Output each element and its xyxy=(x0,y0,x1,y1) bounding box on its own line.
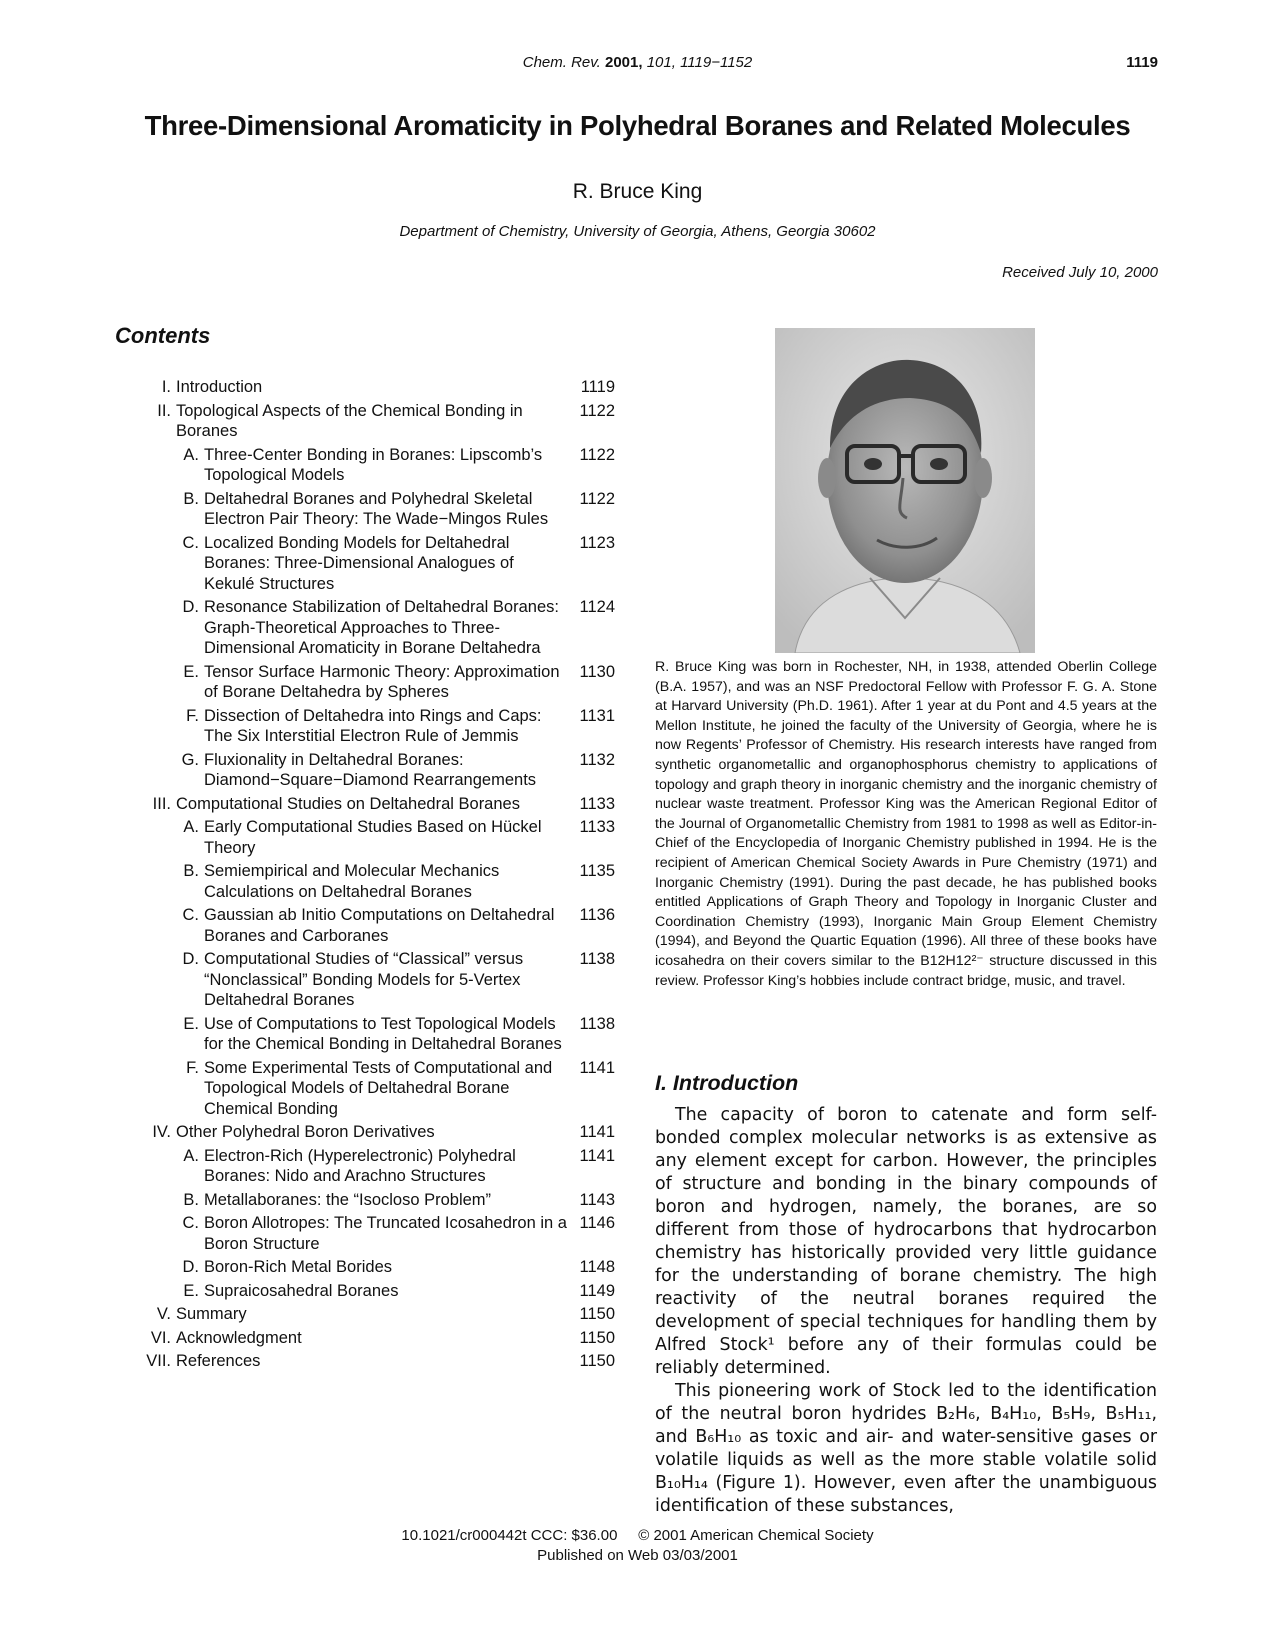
toc-entry-page: 1119 xyxy=(580,378,615,396)
toc-entry-title: Introduction xyxy=(176,378,263,396)
toc-entry xyxy=(115,445,615,486)
toc-entry-title: Gaussian ab Initio Computations on Deltahedral Boranes and Carboranes xyxy=(204,906,555,945)
toc-entry-page: 1141 xyxy=(579,1123,615,1141)
toc-entry xyxy=(115,1281,615,1302)
toc-entry-title: Boron Allotropes: The Truncated Icosahedron in a Boron Structure xyxy=(204,1214,567,1253)
toc-entry xyxy=(115,949,615,1011)
toc-entry-title: Semiempirical and Molecular Mechanics Calculations on Deltahedral Boranes xyxy=(204,862,500,901)
author-portrait-image xyxy=(775,328,1035,653)
toc-entry xyxy=(115,1122,615,1143)
toc-entry-page: 1146 xyxy=(579,1214,615,1232)
toc-entry xyxy=(115,1146,615,1187)
toc-entry-number: E. xyxy=(183,1014,199,1033)
toc-entry-page: 1150 xyxy=(579,1305,615,1323)
toc-entry xyxy=(115,401,615,442)
toc-entry-number: D. xyxy=(182,1258,199,1276)
toc-entry-title: Fluxionality in Deltahedral Boranes: Diamond−Square−Diamond Rearrangements xyxy=(204,750,537,789)
toc-entry xyxy=(115,1014,615,1055)
toc-entry-number: V. xyxy=(156,1305,171,1323)
toc-entry-number: G. xyxy=(181,750,199,769)
toc-entry-page: 1141 xyxy=(579,1058,615,1077)
journal-name: Chem. Rev. xyxy=(522,54,601,71)
toc-entry-page: 1138 xyxy=(579,1014,615,1033)
toc-entry-number: A. xyxy=(183,818,199,836)
toc-entry-title: Use of Computations to Test Topological Models for the Chemical Bonding in Deltahedral Boranes xyxy=(204,1014,562,1053)
toc-entry xyxy=(115,905,615,946)
toc-entry-title: Dissection of Deltahedra into Rings and Caps: The Six Interstitial Electron Rule of Jemmis xyxy=(204,706,542,745)
toc-entry-number: D. xyxy=(182,598,199,616)
journal-volume: 101, xyxy=(646,54,676,71)
toc-entry-number: F. xyxy=(186,706,199,725)
toc-entry xyxy=(115,1351,615,1372)
toc-entry-number: VI. xyxy=(150,1328,171,1347)
toc-entry-title: Boron-Rich Metal Borides xyxy=(204,1258,392,1276)
toc-entry-number: IV. xyxy=(152,1123,171,1141)
toc-entry-number: F. xyxy=(186,1058,199,1077)
toc-entry xyxy=(115,794,615,815)
toc-entry xyxy=(115,750,615,791)
author-biography: R. Bruce King was born in Rochester, NH, in 1938, attended Oberlin College (B.A. 1957), and was an NSF Predoctoral Fellow with Professor F. G. A. Stone at Harvard University (Ph.D. 1961). After 1 year at du Pont and 4.5 years at the Mellon Institute, he joined the faculty of the University of Georgia, where he is now Regents’ Professor of Chemistry. His research interests have ranged from synthetic organometallic and organophosphorus chemistry to applications of topology and graph theory in inorganic chemistry and the inorganic chemistry of nuclear waste treatment. Professor King was the American Regional Editor of the Journal of Organometallic Chemistry from 1981 to 1998 as well as Editor-in-Chief of the Encyclopedia of Inorganic Chemistry published in 1994. He is the recipient of American Chemical Society Awards in Pure Chemistry (1971) and Inorganic Chemistry (1991). During the past decade, he has published books entitled Applications of Graph Theory and Topology in Inorganic Cluster and Coordination Chemistry (1993), Inorganic Main Group Element Chemistry (1994), and Beyond the Quartic Equation (1996). All three of these books have icosahedra on their covers similar to the B12H12²⁻ structure discussed in this review. Professor King’s hobbies include contract bridge, music, and travel. xyxy=(655,659,1157,989)
toc-entry-title: Localized Bonding Models for Deltahedral Boranes: Three-Dimensional Analogues of Kekulé Structures xyxy=(204,533,514,593)
toc-entry-page: 1124 xyxy=(579,598,615,616)
toc-entry-page: 1150 xyxy=(579,1328,615,1347)
toc-entry-title: Computational Studies of “Classical” versus “Nonclassical” Bonding Models for 5-Vertex Deltahedral Boranes xyxy=(204,950,524,1009)
toc-entry-title: Three-Center Bonding in Boranes: Lipscomb’s Topological Models xyxy=(204,445,543,484)
toc-entry-number: B. xyxy=(183,489,199,508)
toc-entry-title: Early Computational Studies Based on Hückel Theory xyxy=(204,818,542,857)
toc-entry xyxy=(115,533,615,595)
toc-entry xyxy=(115,662,615,703)
toc-entry-page: 1123 xyxy=(579,533,615,552)
author-affiliation: Department of Chemistry, University of Georgia, Athens, Georgia 30602 xyxy=(399,223,876,240)
toc-entry-number: C. xyxy=(182,906,199,924)
toc-entry-title: Acknowledgment xyxy=(176,1328,302,1347)
toc-entry-page: 1148 xyxy=(579,1258,615,1276)
toc-entry-page: 1133 xyxy=(579,794,615,813)
footer-doi-copyright: 10.1021/cr000442t CCC: $36.00 © 2001 American Chemical Society xyxy=(401,1527,874,1544)
author-name: R. Bruce King xyxy=(572,180,703,203)
toc-entry-number: II. xyxy=(157,401,171,420)
toc-entry-number: VII. xyxy=(146,1352,171,1370)
toc-entry-title: Summary xyxy=(176,1305,247,1323)
toc-entry-number: C. xyxy=(182,533,199,552)
toc-entry-number: C. xyxy=(182,1214,199,1232)
toc-entry-number: A. xyxy=(183,445,199,464)
toc-entry-number: E. xyxy=(183,662,199,681)
toc-entry-title: Metallaboranes: the “Isocloso Problem” xyxy=(204,1190,492,1209)
toc-entry-title: Computational Studies on Deltahedral Boranes xyxy=(176,794,520,813)
toc-entry-number: B. xyxy=(183,862,199,880)
toc-entry-title: Electron-Rich (Hyperelectronic) Polyhedral Boranes: Nido and Arachno Structures xyxy=(204,1146,516,1185)
running-header-citation xyxy=(0,54,1275,71)
toc-entry-number: III. xyxy=(152,794,171,813)
toc-entry xyxy=(115,1213,615,1254)
toc-entry xyxy=(115,1257,615,1278)
toc-entry-title: Tensor Surface Harmonic Theory: Approximation of Borane Deltahedra by Spheres xyxy=(204,662,560,701)
toc-entry-page: 1122 xyxy=(579,489,615,508)
toc-entry-page: 1131 xyxy=(579,706,615,725)
toc-entry-page: 1136 xyxy=(579,906,615,924)
toc-entry-title: Supraicosahedral Boranes xyxy=(204,1281,399,1300)
toc-entry-page: 1143 xyxy=(579,1190,615,1209)
intro-paragraph: The capacity of boron to catenate and form self-bonded complex molecular networks is as extensive as any element except for carbon. However, the principles of structure and bonding in the binary compounds of boron and hydrogen, namely, the boranes, are so different from those of hydrocarbons that hydrocarbon chemistry has historically provided very little guidance for the understanding of borane chemistry. The high reactivity of the neutral boranes required the development of special techniques for handling them by Alfred Stock¹ before any of their formulas could be reliably determined. xyxy=(655,1105,1157,1378)
toc-entry xyxy=(115,1304,615,1325)
toc-entry-page: 1135 xyxy=(579,862,615,880)
article-title: Three-Dimensional Aromaticity in Polyhedral Boranes and Related Molecules xyxy=(144,110,1131,141)
toc-entry xyxy=(115,377,615,398)
toc-entry-page: 1132 xyxy=(579,750,615,769)
toc-entry-page: 1149 xyxy=(579,1281,615,1300)
page-number: 1119 xyxy=(1126,54,1158,71)
toc-entry xyxy=(115,489,615,530)
intro-paragraph: This pioneering work of Stock led to the identification of the neutral boron hydrides B₂H₆, B₄H₁₀, B₅H₉, B₅H₁₁, and B₆H₁₀ as toxic and air- and water-sensitive gases or volatile liquids as well as the more stable volatile solid B₁₀H₁₄ (Figure 1). However, even after the unambiguous identification of these substances, xyxy=(655,1381,1157,1516)
table-of-contents xyxy=(115,377,615,1375)
toc-entry xyxy=(115,706,615,747)
received-date: Received July 10, 2000 xyxy=(1002,264,1158,281)
toc-entry-number: B. xyxy=(183,1190,199,1209)
toc-entry-title: Deltahedral Boranes and Polyhedral Skeletal Electron Pair Theory: The Wade−Mingos Rules xyxy=(204,489,549,528)
toc-entry xyxy=(115,861,615,902)
toc-entry-title: References xyxy=(176,1352,261,1370)
toc-entry-page: 1138 xyxy=(579,950,615,968)
toc-entry xyxy=(115,1058,615,1120)
contents-heading: Contents xyxy=(115,323,211,348)
footer-published-date: Published on Web 03/03/2001 xyxy=(537,1547,738,1564)
author-photo xyxy=(775,328,1035,653)
toc-entry xyxy=(115,817,615,858)
toc-entry-number: D. xyxy=(182,950,199,968)
toc-entry-page: 1133 xyxy=(579,818,615,836)
introduction-body xyxy=(655,1104,1157,1518)
journal-year: 2001, xyxy=(604,54,643,71)
toc-entry xyxy=(115,597,615,659)
toc-entry-page: 1122 xyxy=(579,401,615,420)
toc-entry-title: Resonance Stabilization of Deltahedral Boranes: Graph-Theoretical Approaches to Three-Dimensional Aromaticity in Borane Deltahedra xyxy=(204,598,559,657)
toc-entry-page: 1150 xyxy=(579,1352,615,1370)
toc-entry-title: Some Experimental Tests of Computational and Topological Models of Deltahedral Borane Chemical Bonding xyxy=(204,1058,553,1118)
toc-entry-title: Other Polyhedral Boron Derivatives xyxy=(176,1123,435,1141)
toc-entry-number: A. xyxy=(183,1146,199,1165)
section-heading-introduction: I. Introduction xyxy=(655,1071,799,1095)
toc-entry-page: 1130 xyxy=(579,662,615,681)
toc-entry-page: 1141 xyxy=(579,1146,615,1165)
toc-entry-number: I. xyxy=(161,378,171,396)
journal-pages: 1119−1152 xyxy=(680,54,753,71)
toc-entry-number: E. xyxy=(183,1281,199,1300)
toc-entry-title: Topological Aspects of the Chemical Bonding in Boranes xyxy=(176,401,523,440)
toc-entry xyxy=(115,1328,615,1349)
toc-entry xyxy=(115,1190,615,1211)
toc-entry-page: 1122 xyxy=(579,445,615,464)
